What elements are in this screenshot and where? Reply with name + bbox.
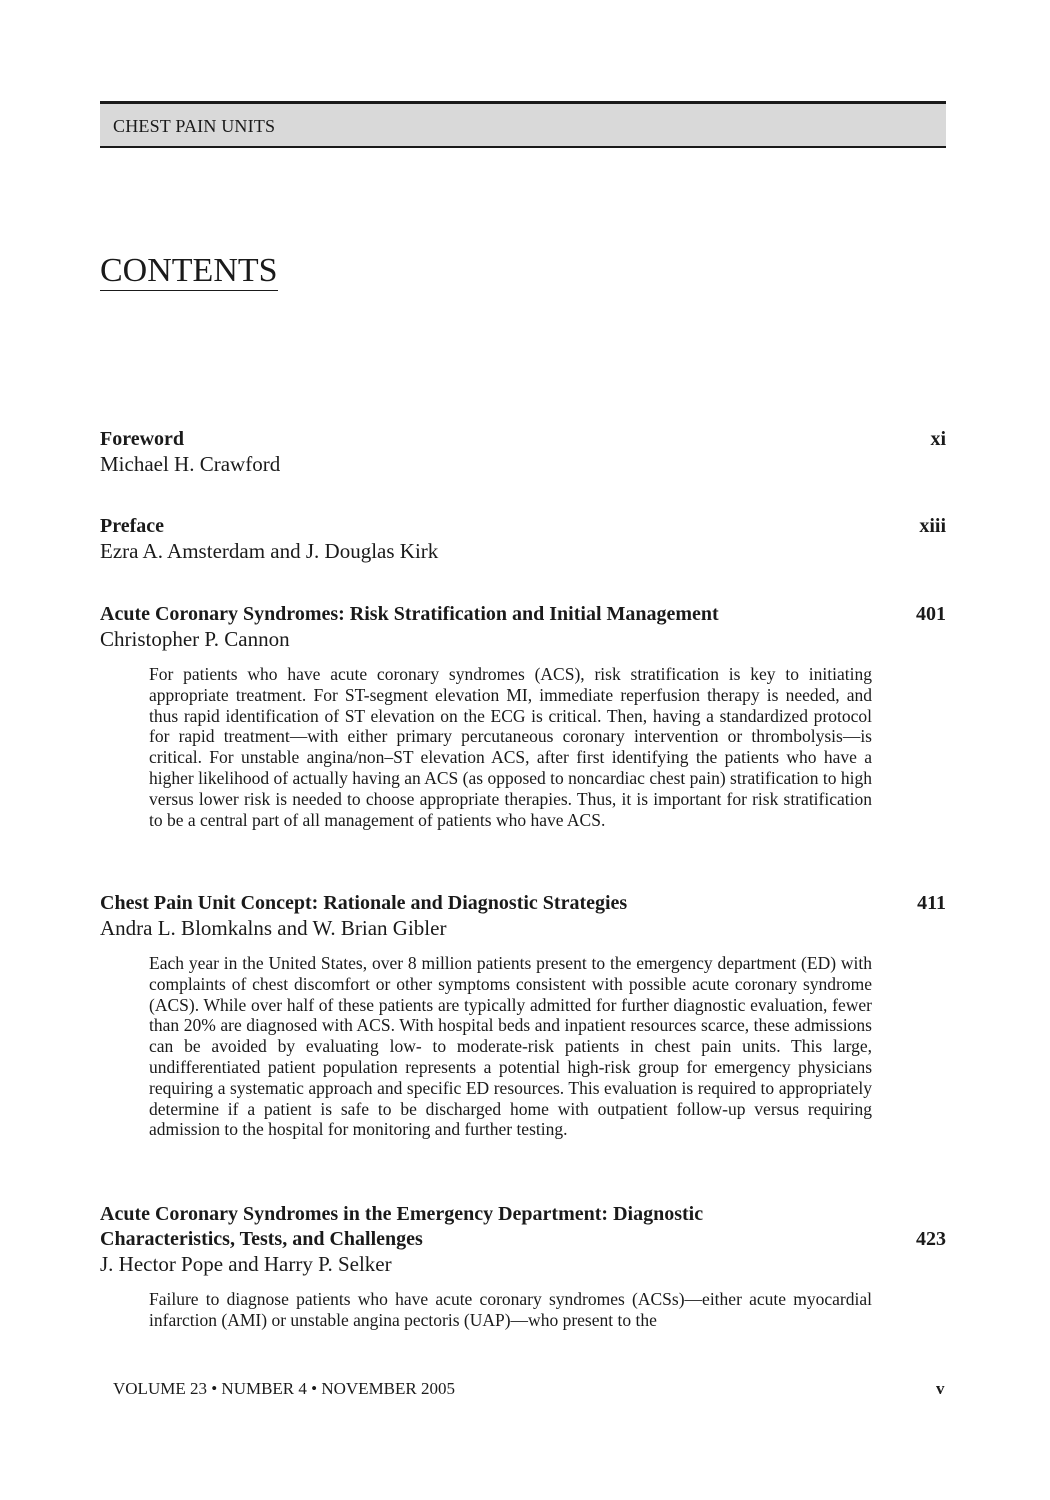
running-header bbox=[100, 101, 946, 148]
toc-entry-acs-emergency-department[interactable] bbox=[100, 1202, 946, 1331]
entry-authors: Michael H. Crawford bbox=[100, 452, 281, 476]
entry-abstract: Failure to diagnose patients who have acute coronary syndromes (ACSs)—either acute myocardial infarction (AMI) or unstable angina pectoris (UAP)—who present to the bbox=[149, 1289, 872, 1330]
entry-authors: J. Hector Pope and Harry P. Selker bbox=[100, 1252, 392, 1276]
journal-name: CHEST PAIN UNITS bbox=[113, 116, 276, 136]
entry-authors: Christopher P. Cannon bbox=[100, 627, 290, 651]
entry-title: Preface bbox=[100, 515, 165, 537]
toc-entry-preface[interactable] bbox=[100, 514, 946, 564]
entry-page-number: xi bbox=[930, 428, 946, 450]
entry-page-number: 401 bbox=[916, 603, 946, 625]
entry-page-number: 411 bbox=[917, 892, 946, 914]
entry-authors: Ezra A. Amsterdam and J. Douglas Kirk bbox=[100, 539, 439, 563]
toc-entry-risk-stratification[interactable] bbox=[100, 602, 946, 830]
entry-title: Acute Coronary Syndromes: Risk Stratification and Initial Management bbox=[100, 603, 719, 625]
toc-entry-chest-pain-unit-concept[interactable] bbox=[100, 891, 946, 1140]
page-title: CONTENTS bbox=[100, 252, 278, 289]
toc-entry-foreword[interactable] bbox=[100, 427, 946, 477]
page-number: v bbox=[936, 1379, 945, 1398]
entry-title: Acute Coronary Syndromes in the Emergency Department: Diagnostic Characteristics, Tests, and Challenges bbox=[100, 1203, 704, 1250]
entry-abstract: Each year in the United States, over 8 million patients present to the emergency department (ED) with complaints of chest discomfort or other symptoms consistent with possible acute coronary syndrome (ACS). While over half of these patients are typically admitted for further diagnostic evaluation, fewer than 20% are diagnosed with ACS. With hospital beds and inpatient resources scarce, these admissions can be avoided by evaluating low- to moderate-risk patients in chest pain units. This large, undifferentiated patient population represents a potential high-risk group for emergency physicians requiring a systematic approach and specific ED resources. This evaluation is required to appropriately determine if a patient is safe to be discharged home with outpatient follow-up versus requiring admission to the hospital for monitoring and further testing. bbox=[149, 953, 872, 1140]
entry-page-number: xiii bbox=[919, 515, 946, 537]
entry-title: Foreword bbox=[100, 428, 185, 450]
issue-info: VOLUME 23 • NUMBER 4 • NOVEMBER 2005 bbox=[113, 1379, 455, 1398]
entry-page-number: 423 bbox=[916, 1228, 946, 1250]
entry-authors: Andra L. Blomkalns and W. Brian Gibler bbox=[100, 916, 447, 940]
entry-abstract: For patients who have acute coronary syndromes (ACS), risk stratification is key to initiating appropriate treatment. For ST-segment elevation MI, immediate reperfusion therapy is needed, and thus rapid identification of ST elevation on the ECG is critical. Then, having a standardized protocol for rapid treatment—with either primary percutaneous coronary intervention or thrombolysis—is critical. For unstable angina/non–ST elevation ACS, after first identifying the patients who have a higher likelihood of actually having an ACS (as opposed to noncardiac chest pain) stratification to high versus lower risk is needed to choose appropriate therapies. Thus, it is important for risk stratification to be a central part of all management of patients who have ACS. bbox=[149, 664, 872, 830]
entry-title: Chest Pain Unit Concept: Rationale and Diagnostic Strategies bbox=[100, 892, 628, 914]
